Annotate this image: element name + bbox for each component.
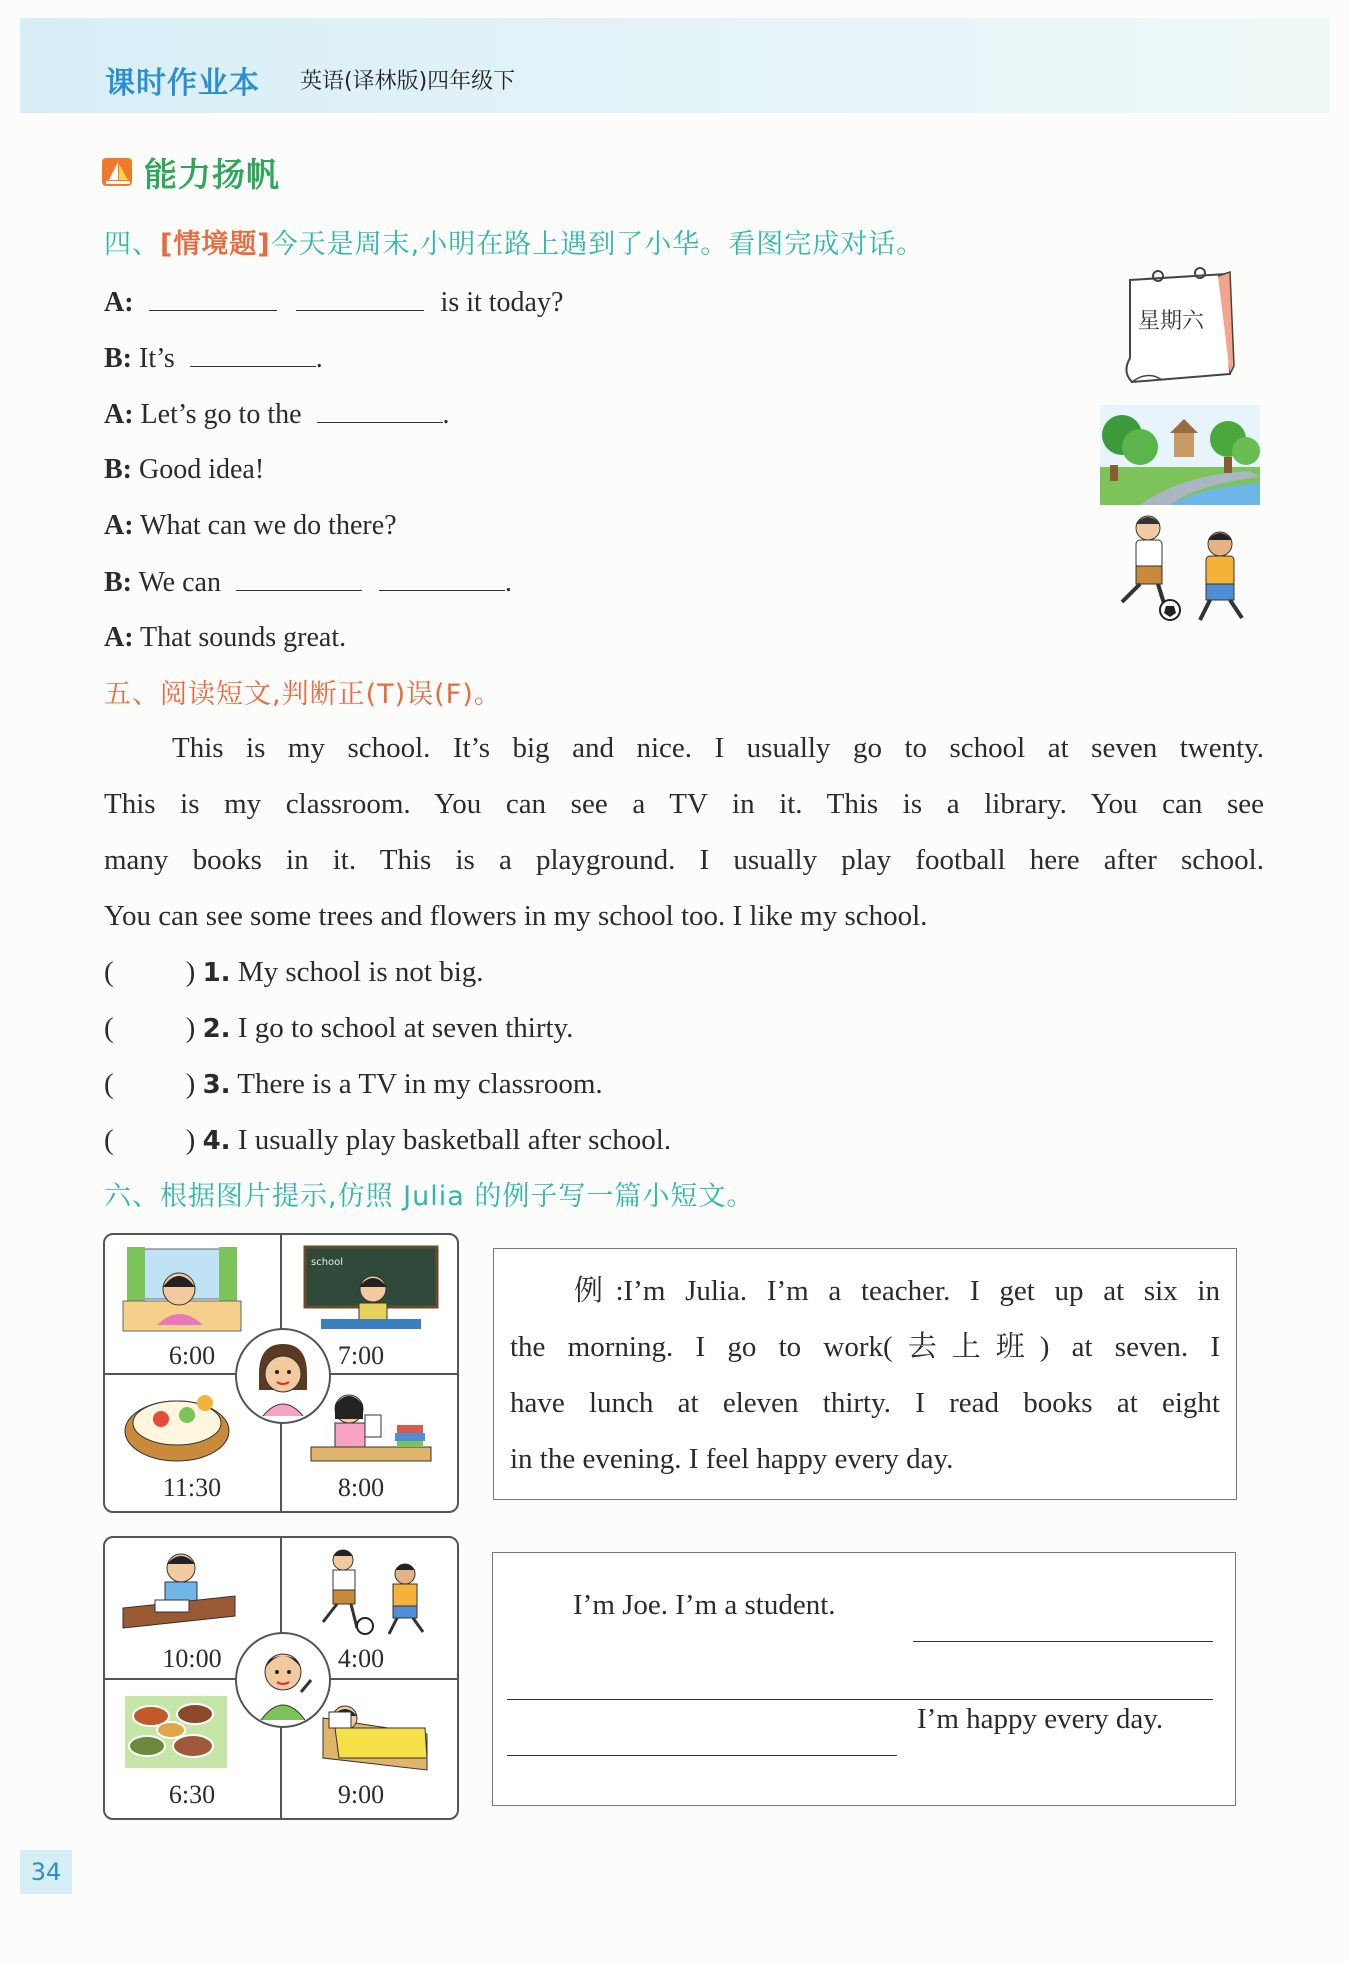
q5-title: 五、阅读短文,判断正(T)误(F)。 [104,679,502,710]
q4-title-prefix: 四、 [104,229,160,260]
item-text: My school is not big. [237,956,484,988]
passage-line: many books in it. This is a playground. I usually play football here after school. [104,844,1264,876]
time-label: 10:00 [162,1644,222,1673]
passage-line: This is my classroom. You can see a TV in it. This is a library. You can see [104,788,1264,820]
example-text [510,1263,1220,1487]
answer-blank[interactable] [190,338,316,367]
tf-item-3 [104,1064,603,1105]
book-title: 课时作业本 [105,66,260,101]
item-text: There is a TV in my classroom. [237,1068,603,1100]
dinner-picture [121,1688,231,1774]
homework-picture [119,1546,239,1638]
item-number: 4. [202,1126,231,1156]
line-text: What can we do there? [140,510,397,541]
speaker: B: [104,567,132,598]
item-text: I usually play basketball after school. [237,1124,672,1156]
football-kids-icon [1100,510,1260,630]
tf-item-4 [104,1120,671,1161]
section-title: 能力扬帆 [144,154,280,194]
dialog-line-2 [104,338,323,379]
answer-paren-open[interactable]: ( [104,1068,114,1100]
park-icon [1100,405,1260,505]
reading-passage [104,720,1264,944]
joe-writing-box [492,1552,1236,1806]
student-avatar-icon [237,1634,329,1726]
julia-portrait [235,1328,331,1424]
item-number: 3. [202,1070,231,1100]
sleeping-picture [315,1688,435,1774]
answer-paren-close: ) [185,1068,196,1100]
julia-picture-grid [103,1233,459,1513]
item-text: I go to school at seven thirty. [237,1012,574,1044]
time-label: 9:00 [337,1780,385,1809]
book-subtitle: 英语(译林版)四年级下 [300,69,516,94]
tf-item-2 [104,1008,573,1049]
writing-start: I’m Joe. I’m a student. [573,1589,836,1621]
item-number: 2. [202,1014,231,1044]
teaching-picture [301,1243,441,1335]
answer-blank[interactable] [296,282,424,311]
speaker: B: [104,454,132,485]
dialog-line-3 [104,394,450,435]
time-label: 6:30 [168,1780,216,1809]
speaker: A: [104,622,134,653]
example-line: 例:I’m Julia. I’m a teacher. I get up at six in [574,1275,1220,1307]
dialog-line-4 [104,450,264,490]
writing-line[interactable] [507,1671,1213,1700]
writing-end: I’m happy every day. [917,1703,1164,1735]
example-line: the morning. I go to work(去上班) at seven. I [510,1331,1220,1363]
answer-paren-close: ) [185,1124,196,1156]
joe-picture-grid [103,1536,459,1820]
time-label: 11:30 [162,1473,222,1502]
writing-line[interactable] [913,1613,1213,1642]
example-line: have lunch at eleven thirty. I read books at eight [510,1387,1220,1419]
blackboard-text: school [311,1257,344,1268]
example-line: in the evening. I feel happy every day. [510,1443,954,1475]
julia-example-box [493,1248,1237,1500]
item-number: 1. [202,958,231,988]
line-text: Let’s go to the [140,399,302,430]
answer-paren-close: ) [185,956,196,988]
answer-blank[interactable] [379,562,505,591]
speaker: A: [104,510,134,541]
lunch-picture [121,1385,241,1469]
line-text: Good idea! [139,454,265,485]
line-text: That sounds great. [140,622,347,653]
answer-paren-open[interactable]: ( [104,1124,114,1156]
line-text: . [442,399,450,430]
line-text: . [315,343,323,374]
joe-portrait [235,1632,331,1728]
passage-line: This is my school. It’s big and nice. I usually go to school at seven twenty. [172,732,1264,764]
time-label: 8:00 [337,1473,385,1502]
passage-line: You can see some trees and flowers in my school too. I like my school. [104,900,928,932]
speaker: A: [104,399,134,430]
dialog-line-7 [104,618,346,658]
line-text: We can [138,567,221,598]
page-number: 34 [20,1850,72,1894]
dialog-line-1 [104,282,563,323]
football-picture [307,1544,437,1640]
time-label: 7:00 [337,1341,385,1370]
tf-item-1 [104,952,484,993]
answer-blank[interactable] [236,562,362,591]
speaker: B: [104,343,132,374]
section-header [100,150,280,194]
line-text: It’s [139,343,175,374]
q6-title: 六、根据图片提示,仿照 Julia 的例子写一篇小短文。 [104,1181,755,1212]
dialog-line-6 [104,562,512,603]
q4-title-text: 今天是周末,小明在路上遇到了小华。看图完成对话。 [270,229,925,260]
time-label: 4:00 [337,1644,385,1673]
calendar-icon [1118,262,1238,392]
answer-paren-close: ) [185,1012,196,1044]
calendar-text: 星期六 [1138,309,1205,334]
q4-title-tag: [情境题] [160,229,271,260]
answer-paren-open[interactable]: ( [104,956,114,988]
teacher-avatar-icon [237,1330,329,1422]
speaker: A: [104,287,134,318]
q4-title [104,222,924,261]
writing-line[interactable] [507,1727,897,1756]
dialog-line-5 [104,506,397,546]
answer-blank[interactable] [149,282,277,311]
sail-icon [100,154,136,190]
answer-paren-open[interactable]: ( [104,1012,114,1044]
wake-up-picture [117,1245,247,1335]
line-text: is it today? [440,287,564,318]
answer-blank[interactable] [317,394,443,423]
line-text: . [504,567,512,598]
time-label: 6:00 [168,1341,216,1370]
